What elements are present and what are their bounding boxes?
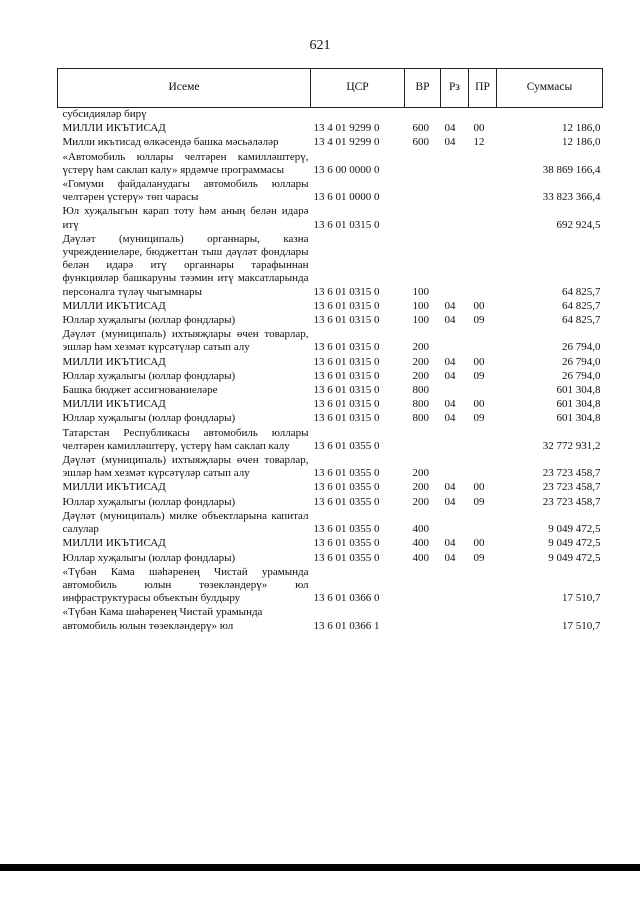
row-pr [469, 427, 497, 454]
row-rz: 04 [444, 136, 456, 149]
row-csr: 13 6 01 0355 0 [313, 467, 380, 480]
table-row [58, 606, 603, 633]
column-header-rz: Рз [441, 69, 469, 108]
row-rz [441, 108, 469, 123]
row-csr: 13 4 01 9299 0 [313, 122, 380, 135]
table-row [58, 566, 603, 607]
row-name: Башка бюджет ассигнованиеләре [62, 384, 218, 397]
column-header-vr: ВР [405, 69, 441, 108]
table-row [58, 496, 603, 510]
table-row [58, 314, 603, 328]
row-name: Дәүләт (муниципаль) милке объектларына капитал салулар [62, 509, 309, 536]
row-rz [441, 205, 469, 232]
row-pr [469, 233, 497, 300]
row-name: Юллар хуҗалыгы (юллар фондлары) [62, 551, 236, 564]
row-name: субсидияләр бирү [62, 108, 147, 120]
row-pr [469, 205, 497, 232]
column-header-sum: Суммасы [497, 69, 603, 108]
row-rz: 04 [444, 369, 456, 382]
row-name: Татарстан Республикасы автомобиль юллары челтәрен камилләштерү, үстерү һәм саклап калу [62, 426, 309, 452]
row-pr: 09 [473, 412, 485, 425]
table-row [58, 537, 603, 551]
row-vr: 400 [412, 523, 429, 536]
row-name: «Автомобиль юллары челтәрен камилләштерү, үстерү һәм саклап калу» ярдәмче программасы [62, 150, 309, 176]
row-csr: 13 6 01 0315 0 [313, 314, 380, 327]
row-vr [405, 151, 441, 178]
row-sum: 17 510,7 [562, 592, 601, 605]
table-row [58, 384, 603, 398]
row-csr [311, 108, 405, 123]
row-sum: 64 825,7 [562, 285, 601, 298]
row-vr: 400 [412, 551, 429, 564]
row-vr: 200 [412, 481, 429, 494]
row-name: Юллар хуҗалыгы (юллар фондлары) [62, 495, 236, 508]
row-pr [469, 328, 497, 355]
row-pr: 00 [473, 398, 485, 411]
row-pr [469, 606, 497, 633]
column-header-name: Исеме [58, 69, 311, 108]
column-header-csr: ЦСР [311, 69, 405, 108]
row-name: «Түбән Кама шәһәренең Чистай урамында автомобиль юлын төзекләндерү» юл [62, 606, 263, 632]
row-pr: 09 [473, 314, 485, 327]
table-row [58, 178, 603, 205]
row-pr [469, 151, 497, 178]
row-vr [405, 566, 441, 607]
row-csr: 13 6 01 0366 0 [313, 592, 380, 605]
row-csr: 13 6 01 0315 0 [313, 412, 380, 425]
row-vr [405, 205, 441, 232]
row-pr: 00 [473, 299, 485, 312]
row-csr: 13 6 01 0315 0 [313, 299, 380, 312]
row-pr: 09 [473, 369, 485, 382]
table-row [58, 510, 603, 537]
row-name: Юллар хуҗалыгы (юллар фондлары) [62, 369, 236, 382]
row-sum: 38 869 166,4 [542, 163, 601, 176]
row-vr: 600 [412, 122, 429, 135]
row-rz: 04 [444, 314, 456, 327]
row-sum: 601 304,8 [556, 398, 601, 411]
row-pr [469, 454, 497, 481]
table-row [58, 370, 603, 384]
table-row [58, 108, 603, 123]
row-sum: 64 825,7 [562, 314, 601, 327]
row-csr: 13 6 01 0366 1 [313, 619, 380, 632]
row-rz [441, 233, 469, 300]
row-rz: 04 [444, 412, 456, 425]
row-sum: 692 924,5 [556, 218, 601, 231]
row-csr: 13 6 01 0315 0 [313, 369, 380, 382]
row-csr: 13 6 00 0000 0 [313, 163, 380, 176]
row-sum: 26 794,0 [562, 355, 601, 368]
row-sum: 23 723 458,7 [542, 481, 601, 494]
row-csr: 13 6 01 0355 0 [313, 481, 380, 494]
table-row [58, 454, 603, 481]
column-header-pr: ПР [469, 69, 497, 108]
row-name: МИЛЛИ ИКЪТИСАД [62, 537, 166, 550]
row-sum: 601 304,8 [556, 412, 601, 425]
table-header [58, 69, 603, 108]
row-vr: 800 [412, 412, 429, 425]
row-sum: 9 049 472,5 [548, 551, 601, 564]
row-rz [441, 328, 469, 355]
row-rz [441, 384, 469, 398]
table-row [58, 552, 603, 566]
row-vr: 200 [412, 495, 429, 508]
table-row [58, 205, 603, 232]
row-csr: 13 6 01 0355 0 [313, 537, 380, 550]
row-sum: 12 186,0 [562, 122, 601, 135]
table-row [58, 300, 603, 314]
row-vr: 100 [412, 314, 429, 327]
row-csr: 13 6 01 0355 0 [313, 551, 380, 564]
row-pr [469, 384, 497, 398]
row-csr: 13 4 01 9299 0 [313, 136, 380, 149]
row-pr: 00 [473, 481, 485, 494]
row-sum: 23 723 458,7 [542, 467, 601, 480]
row-vr: 800 [412, 398, 429, 411]
row-name: Дәүләт (муниципаль) органнары, казна учреждениеләре, бюджеттан тыш дәүләт фондлары белән идарә итү органнары тарафыннан функцияләр башкаруны тәэмин итү максатларында персоналга түләү чыгымнары [62, 232, 309, 298]
row-rz: 04 [444, 122, 456, 135]
table-row [58, 328, 603, 355]
row-csr: 13 6 01 0315 0 [313, 341, 380, 354]
row-name: МИЛЛИ ИКЪТИСАД [62, 481, 166, 494]
row-sum: 601 304,8 [556, 384, 601, 397]
row-pr: 09 [473, 495, 485, 508]
row-name: Юллар хуҗалыгы (юллар фондлары) [62, 314, 236, 327]
row-pr [469, 108, 497, 123]
row-sum: 9 049 472,5 [548, 537, 601, 550]
row-vr: 200 [412, 355, 429, 368]
row-name: МИЛЛИ ИКЪТИСАД [62, 355, 166, 368]
table-row [58, 151, 603, 178]
row-sum [497, 108, 603, 123]
row-pr [469, 178, 497, 205]
row-name: МИЛЛИ ИКЪТИСАД [62, 122, 166, 135]
row-sum: 9 049 472,5 [548, 523, 601, 536]
row-vr [405, 606, 441, 633]
row-rz: 04 [444, 481, 456, 494]
row-name: Дәүләт (муниципаль) ихтыяҗлары өчен товарлар, эшләр һәм хезмәт күрсәтүләр сатып алу [62, 454, 309, 480]
row-pr: 00 [473, 122, 485, 135]
row-pr [469, 510, 497, 537]
row-name: Юллар хуҗалыгы (юллар фондлары) [62, 412, 236, 425]
row-rz [441, 427, 469, 454]
table-row [58, 398, 603, 412]
row-rz: 04 [444, 495, 456, 508]
row-vr: 800 [412, 384, 429, 397]
table-row [58, 481, 603, 495]
row-name: «Гомуми файдаланудагы автомобиль юллары челтәрен үстерү» төп чарасы [62, 178, 309, 204]
row-vr: 200 [412, 341, 429, 354]
row-rz: 04 [444, 398, 456, 411]
row-pr: 00 [473, 355, 485, 368]
row-name: «Түбән Кама шәһәренең Чистай урамында автомобиль юлын төзекләндерү» юл инфраструктурасы объектын булдыру [62, 565, 309, 605]
table-row [58, 412, 603, 426]
row-vr [405, 108, 441, 123]
row-pr [469, 566, 497, 607]
row-rz [441, 606, 469, 633]
row-pr: 09 [473, 551, 485, 564]
table-row [58, 122, 603, 136]
page-number: 621 [309, 38, 331, 53]
row-csr: 13 6 01 0315 0 [313, 355, 380, 368]
row-sum: 23 723 458,7 [542, 495, 601, 508]
row-sum: 17 510,7 [562, 619, 601, 632]
row-pr: 12 [473, 136, 485, 149]
table-body [58, 108, 603, 634]
row-sum: 64 825,7 [562, 299, 601, 312]
row-name: Дәүләт (муниципаль) ихтыяҗлары өчен товарлар, эшләр һәм хезмәт күрсәтүләр сатып алу [62, 328, 309, 354]
row-name: МИЛЛИ ИКЪТИСАД [62, 398, 166, 411]
row-vr: 400 [412, 537, 429, 550]
row-pr: 00 [473, 537, 485, 550]
bottom-bar [0, 864, 640, 871]
table-row [58, 233, 603, 300]
table-row [58, 427, 603, 454]
row-rz [441, 454, 469, 481]
row-vr: 200 [412, 369, 429, 382]
row-vr [405, 178, 441, 205]
row-rz [441, 151, 469, 178]
row-rz: 04 [444, 537, 456, 550]
row-rz [441, 566, 469, 607]
row-vr: 200 [412, 467, 429, 480]
row-csr: 13 6 01 0315 0 [313, 398, 380, 411]
row-sum: 26 794,0 [562, 369, 601, 382]
row-vr: 100 [412, 285, 429, 298]
row-vr: 600 [412, 136, 429, 149]
row-name: Юл хуҗалыгын карап тоту һәм аның белән идарә итү [62, 205, 309, 231]
row-rz: 04 [444, 299, 456, 312]
row-csr: 13 6 01 0315 0 [313, 384, 380, 397]
table-row [58, 356, 603, 370]
row-sum: 26 794,0 [562, 341, 601, 354]
row-sum: 33 823 366,4 [542, 191, 601, 204]
row-name: Милли икътисад өлкәсендә башка мәсьәләләр [62, 136, 279, 149]
row-sum: 12 186,0 [562, 136, 601, 149]
budget-table [57, 68, 603, 634]
row-rz [441, 178, 469, 205]
row-vr: 100 [412, 299, 429, 312]
row-csr: 13 6 01 0315 0 [313, 218, 380, 231]
row-rz: 04 [444, 551, 456, 564]
row-rz: 04 [444, 355, 456, 368]
table-row [58, 136, 603, 150]
row-csr: 13 6 01 0000 0 [313, 191, 380, 204]
row-csr: 13 6 01 0315 0 [313, 285, 380, 298]
row-csr: 13 6 01 0355 0 [313, 495, 380, 508]
row-vr [405, 427, 441, 454]
row-name: МИЛЛИ ИКЪТИСАД [62, 299, 166, 312]
row-csr: 13 6 01 0355 0 [313, 439, 380, 452]
row-rz [441, 510, 469, 537]
row-csr: 13 6 01 0355 0 [313, 523, 380, 536]
row-sum: 32 772 931,2 [542, 439, 601, 452]
